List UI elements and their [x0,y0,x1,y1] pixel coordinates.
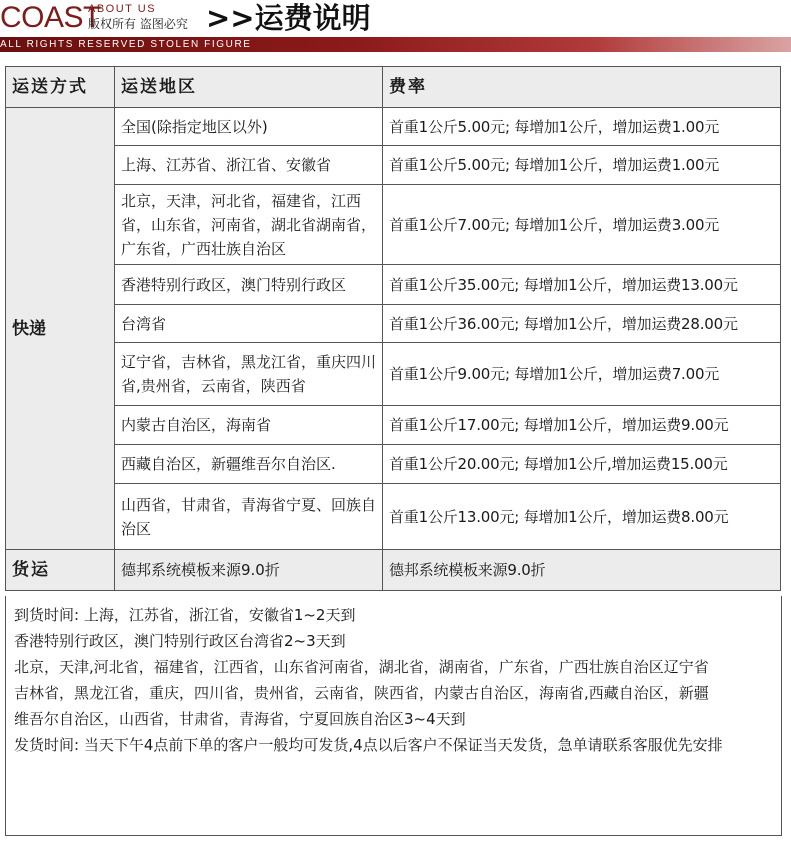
about-us-label: ABOUT US [88,3,157,15]
note-line: 北京，天津,河北省，福建省，江西省，山东省河南省，湖北省，湖南省，广东省，广西壮族自治区辽宁省 [14,658,709,676]
table-header-row [6,67,781,108]
brand-logo-text: COAST [0,1,101,34]
region-cell: 上海、江苏省、浙江省、安徽省 [115,146,383,185]
region-cell: 西藏自治区，新疆维吾尔自治区. [115,445,383,484]
table-row [6,406,781,445]
rate-cell: 首重1公斤5.00元; 每增加1公斤，增加运费1.00元 [383,108,781,146]
table-row [6,343,781,406]
column-header-region: 运送地区 [115,67,383,108]
note-line: 吉林省，黑龙江省，重庆，四川省，贵州省，云南省，陕西省，内蒙古自治区，海南省,西藏自治区，新疆 [14,684,709,702]
table-row [6,185,781,265]
freight-region-cell: 德邦系统模板来源9.0折 [115,550,383,591]
table-row [6,305,781,343]
shipping-rate-table [5,66,781,591]
rate-cell: 首重1公斤5.00元; 每增加1公斤，增加运费1.00元 [383,146,781,185]
column-header-method: 运送方式 [6,67,115,108]
rate-cell: 首重1公斤17.00元; 每增加1公斤，增加运费9.00元 [383,406,781,445]
rate-cell: 首重1公斤35.00元; 每增加1公斤，增加运费13.00元 [383,265,781,305]
table-row [6,108,781,146]
region-cell: 内蒙古自治区，海南省 [115,406,383,445]
delivery-notes [5,596,782,836]
method-freight: 货运 [6,550,115,591]
page-title: >>运费说明 [206,1,371,35]
region-cell: 北京，天津，河北省，福建省，江西省，山东省，河南省，湖北省湖南省，广东省，广西壮族自治区 [115,185,383,265]
table-row [6,484,781,550]
note-line: 发货时间: 当天下午4点前下单的客户一般均可发货,4点以后客户不保证当天发货，急单请联系客服优先安排 [14,736,723,754]
rate-cell: 首重1公斤13.00元; 每增加1公斤，增加运费8.00元 [383,484,781,550]
freight-row [6,550,781,591]
rate-cell: 首重1公斤36.00元; 每增加1公斤，增加运费28.00元 [383,305,781,343]
rate-cell: 首重1公斤20.00元; 每增加1公斤,增加运费15.00元 [383,445,781,484]
header-banner [0,37,791,52]
note-line: 到货时间: 上海，江苏省，浙江省，安徽省1~2天到 [14,606,356,624]
page-header [0,0,791,52]
rate-cell: 首重1公斤7.00元; 每增加1公斤，增加运费3.00元 [383,185,781,265]
region-cell: 全国(除指定地区以外) [115,108,383,146]
note-line: 香港特别行政区，澳门特别行政区台湾省2~3天到 [14,632,346,650]
note-line: 维吾尔自治区，山西省，甘肃省，青海省，宁夏回族自治区3~4天到 [14,710,466,728]
rate-cell: 首重1公斤9.00元; 每增加1公斤，增加运费7.00元 [383,343,781,406]
method-express: 快递 [6,108,115,550]
region-cell: 台湾省 [115,305,383,343]
region-cell: 山西省，甘肃省，青海省宁夏、回族自治区 [115,484,383,550]
table-row [6,265,781,305]
region-cell: 辽宁省，吉林省，黑龙江省，重庆四川省,贵州省，云南省，陕西省 [115,343,383,406]
region-cell: 香港特别行政区，澳门特别行政区 [115,265,383,305]
table-row [6,146,781,185]
freight-rate-cell: 德邦系统模板来源9.0折 [383,550,781,591]
column-header-rate: 费率 [383,67,781,108]
copyright-notice: 版权所有 盗图必究 [88,17,188,31]
banner-text: ALL RIGHTS RESERVED STOLEN FIGURE [0,39,252,50]
table-row [6,445,781,484]
